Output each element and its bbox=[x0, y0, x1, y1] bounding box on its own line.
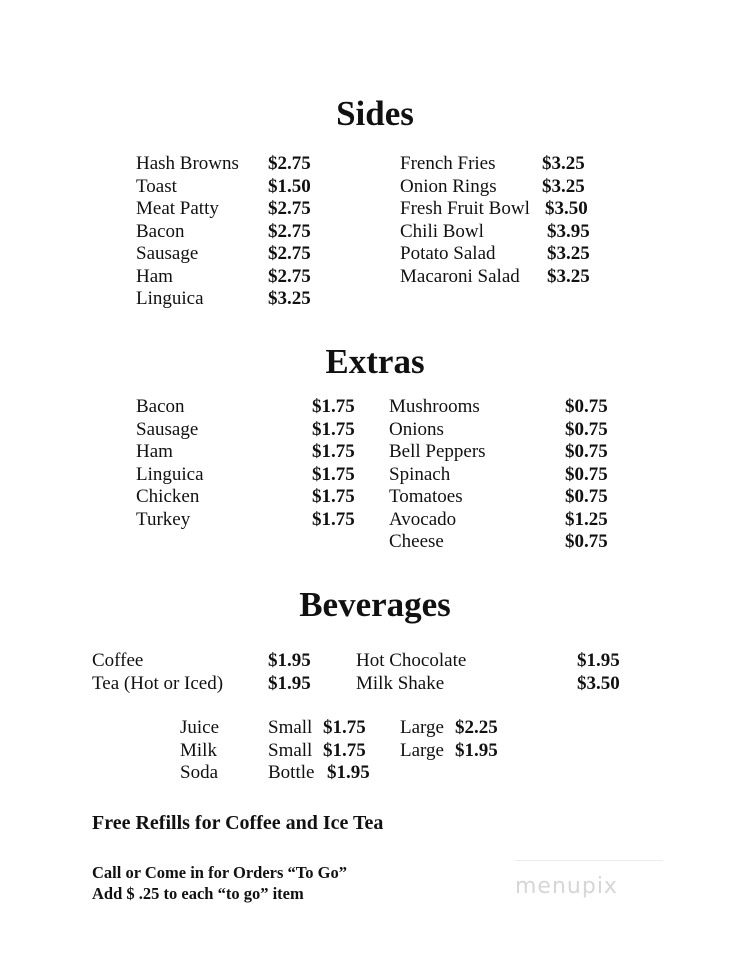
menu-item-price: $1.95 bbox=[268, 672, 311, 694]
beverages-left-names bbox=[92, 650, 223, 695]
size-label: Large bbox=[400, 739, 444, 761]
menu-item-price: $0.75 bbox=[565, 441, 608, 462]
menu-item-price: $2.75 bbox=[268, 153, 311, 174]
menu-item-name: Bell Peppers bbox=[389, 441, 486, 462]
menu-item-price: $2.75 bbox=[268, 220, 311, 242]
menu-item-name: Sausage bbox=[136, 418, 199, 440]
menu-item-name: Ham bbox=[136, 441, 173, 462]
sized-beverage-size2 bbox=[400, 717, 444, 762]
free-refills-note: Free Refills for Coffee and Ice Tea bbox=[92, 812, 384, 834]
menu-item-price: $1.95 bbox=[455, 739, 498, 761]
sides-title: Sides bbox=[336, 94, 414, 133]
size-label: Small bbox=[268, 739, 313, 761]
menu-item-name: Bacon bbox=[136, 220, 185, 242]
menu-item-name: Tomatoes bbox=[389, 486, 463, 507]
menu-item-name: Sausage bbox=[136, 243, 199, 264]
menu-item-name: Soda bbox=[180, 762, 218, 783]
extras-right-prices bbox=[565, 396, 608, 554]
sides-right-names bbox=[400, 153, 530, 288]
menu-item-name: Chicken bbox=[136, 486, 200, 507]
menu-item-name: Turkey bbox=[136, 508, 191, 530]
beverages-right-prices bbox=[577, 650, 620, 695]
menu-item-price: $1.75 bbox=[312, 486, 355, 507]
extras-left-prices bbox=[312, 396, 355, 531]
extras-right-names bbox=[389, 396, 486, 554]
sides-left-names bbox=[136, 153, 239, 311]
menu-item-price: $1.75 bbox=[312, 418, 355, 440]
sides-price-fruit-bowl: $3.50 bbox=[545, 198, 588, 219]
menu-item-name: French Fries bbox=[400, 153, 496, 174]
menu-item-price: $0.75 bbox=[565, 396, 608, 417]
beverages-left-prices bbox=[268, 650, 311, 695]
sides-price-chili-bowl: $3.95 bbox=[547, 220, 590, 242]
menu-item-price: $1.95 bbox=[577, 650, 620, 671]
menu-item-name: Spinach bbox=[389, 463, 451, 485]
menu-item-name: Ham bbox=[136, 265, 173, 287]
menu-item-price: $3.50 bbox=[577, 672, 620, 694]
menu-item-name: Mushrooms bbox=[389, 396, 480, 417]
menu-item-price: $1.75 bbox=[312, 508, 355, 530]
menu-item-name: Coffee bbox=[92, 650, 144, 671]
size-label: Small bbox=[268, 717, 313, 738]
menu-item-name: Linguica bbox=[136, 463, 204, 485]
milk-small-price: $1.75 bbox=[323, 739, 366, 761]
menu-item-price: $1.25 bbox=[565, 508, 608, 530]
menu-item-name: Meat Patty bbox=[136, 198, 219, 219]
size-label: Large bbox=[400, 717, 444, 738]
menu-item-price: $0.75 bbox=[565, 531, 608, 552]
menu-item-name: Linguica bbox=[136, 288, 204, 309]
sides-price-potato-salad: $3.25 bbox=[547, 243, 590, 264]
sized-beverage-price2 bbox=[455, 717, 498, 762]
menu-item-name: Milk Shake bbox=[356, 672, 445, 694]
sides-price-onion-rings: $3.25 bbox=[542, 175, 585, 197]
menu-item-price: $2.75 bbox=[268, 198, 311, 219]
beverages-right-names bbox=[356, 650, 466, 695]
menu-item-name: Cheese bbox=[389, 531, 444, 552]
extras-left-names bbox=[136, 396, 204, 531]
sized-beverage-names bbox=[180, 717, 219, 785]
sides-price-macaroni-salad: $3.25 bbox=[547, 265, 590, 287]
menu-item-name: Juice bbox=[180, 717, 220, 738]
to-go-note-2: Add $ .25 to each “to go” item bbox=[92, 884, 304, 903]
juice-small-price: $1.75 bbox=[323, 717, 366, 738]
menu-item-price: $1.75 bbox=[312, 396, 355, 417]
menu-item-name: Potato Salad bbox=[400, 243, 496, 264]
menu-item-name: Macaroni Salad bbox=[400, 265, 520, 287]
menu-item-name: Milk bbox=[180, 739, 217, 761]
menu-item-price: $0.75 bbox=[565, 486, 608, 507]
to-go-note-1: Call or Come in for Orders “To Go” bbox=[92, 863, 347, 882]
menu-item-name: Hash Browns bbox=[136, 153, 239, 174]
watermark-divider bbox=[515, 860, 663, 861]
sized-beverage-size1 bbox=[268, 717, 314, 785]
menu-item-name: Onion Rings bbox=[400, 175, 497, 197]
menu-item-name: Bacon bbox=[136, 396, 185, 417]
soda-bottle-price: $1.95 bbox=[327, 762, 370, 783]
menu-item-name: Fresh Fruit Bowl bbox=[400, 198, 530, 219]
watermark-logo: menupix bbox=[515, 874, 618, 899]
menu-item-price: $1.75 bbox=[312, 463, 355, 485]
menu-item-name: Toast bbox=[136, 175, 177, 197]
sides-left-prices bbox=[268, 153, 311, 311]
menu-item-name: Chili Bowl bbox=[400, 220, 484, 242]
menu-item-price: $2.75 bbox=[268, 265, 311, 287]
beverages-title: Beverages bbox=[299, 585, 451, 624]
menu-item-price: $0.75 bbox=[565, 463, 608, 485]
menu-item-price: $1.75 bbox=[312, 441, 355, 462]
menu-item-price: $2.75 bbox=[268, 243, 311, 264]
menu-item-price: $0.75 bbox=[565, 418, 608, 440]
menu-item-name: Tea (Hot or Iced) bbox=[92, 672, 224, 694]
menu-item-price: $1.95 bbox=[268, 650, 311, 671]
size-label: Bottle bbox=[268, 762, 315, 783]
menu-item-price: $3.25 bbox=[268, 288, 311, 309]
menu-item-name: Hot Chocolate bbox=[356, 650, 467, 671]
menu-item-name: Onions bbox=[389, 418, 444, 440]
menu-item-name: Avocado bbox=[389, 508, 457, 530]
sides-price-french-fries: $3.25 bbox=[542, 153, 585, 174]
extras-title: Extras bbox=[325, 342, 425, 381]
menu-item-price: $2.25 bbox=[455, 717, 498, 738]
menu-item-price: $1.50 bbox=[268, 175, 311, 197]
